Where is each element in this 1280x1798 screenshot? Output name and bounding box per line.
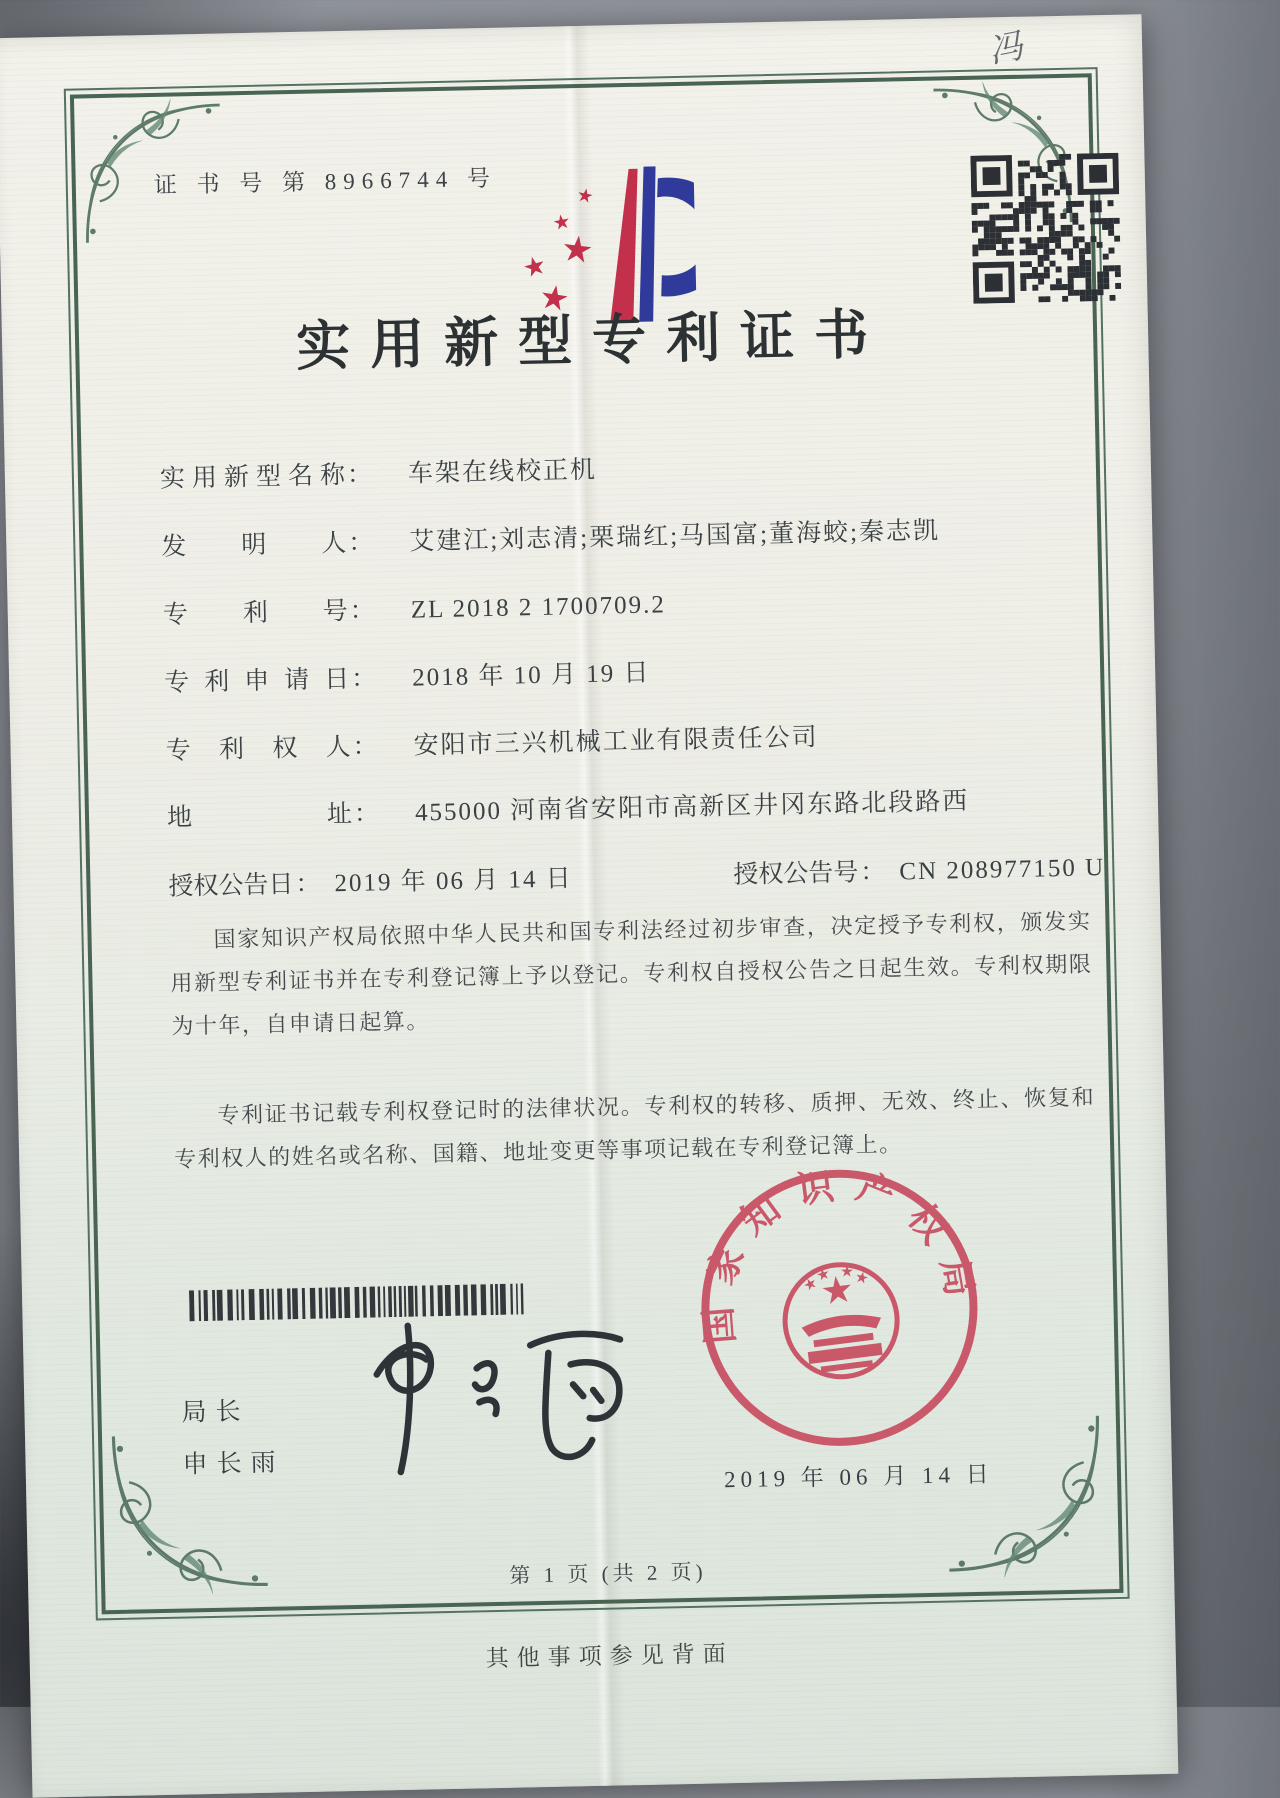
page-number: 第 1 页 (共 2 页)	[509, 1559, 707, 1588]
certificate-title: 实用新型专利证书	[295, 304, 889, 377]
grant-no-value: CN 208977150 U	[899, 854, 1106, 886]
grant-date-value: 2019 年 06 月 14 日	[334, 865, 574, 898]
certificate-number: 证 书 号 第 8966744 号	[153, 165, 498, 198]
field-value: ZL 2018 2 1700709.2	[410, 591, 667, 624]
field-colon: ：	[860, 858, 886, 887]
body-paragraph-1: 国家知识产权局依照中华人民共和国专利法经过初步审查，决定授予专利权，颁发实用新型专利证书并在专利登记簿上予以登记。专利权自授权公告之日起生效。专利权期限为十年，自申请日起算。	[170, 908, 1093, 1039]
field-colon: ：	[352, 733, 378, 761]
national-emblem-icon	[779, 1258, 904, 1383]
director-title-label: 局长	[181, 1398, 250, 1427]
field-label: 地址	[166, 800, 353, 832]
qr-code	[970, 153, 1121, 304]
field-value: 车架在线校正机	[407, 456, 598, 488]
logo-stars-icon	[521, 187, 596, 312]
field-colon: ：	[350, 665, 377, 693]
field-label: 发明人	[161, 529, 347, 561]
field-value: 2018 年 10 月 19 日	[411, 659, 651, 692]
field-value: 455000 河南省安阳市高新区井冈东路北段路西	[414, 787, 970, 827]
handwritten-mark: 冯	[985, 26, 1027, 72]
seal-date: 2019 年 06 月 14 日	[723, 1461, 994, 1493]
field-label: 实用新型名称	[159, 461, 346, 493]
field-value: 艾建江;刘志清;栗瑞红;马国富;董海蛟;秦志凯	[409, 517, 941, 556]
logo-p-bowl	[657, 176, 697, 296]
field-label: 专利权人	[165, 733, 351, 765]
grant-date-label: 授权公告日	[168, 871, 294, 901]
certificate-paper	[0, 14, 1178, 1798]
seal-text: 国家知识产权局	[697, 1164, 983, 1346]
field-colon: ：	[348, 529, 374, 557]
body-paragraph-2: 专利证书记载专利权登记时的法律状况。专利权的转移、质押、无效、终止、恢复和专利权人的姓名或名称、国籍、地址变更等事项记载在专利登记簿上。	[173, 1084, 1096, 1172]
field-colon: ：	[353, 800, 380, 828]
field-label: 专利申请日	[163, 665, 350, 697]
field-colon: ：	[349, 597, 376, 625]
field-value: 安阳市三兴机械工业有限责任公司	[413, 724, 819, 760]
field-colon: ：	[295, 870, 321, 899]
field-label: 专利号	[162, 597, 349, 629]
director-signature	[337, 1307, 641, 1498]
field-colon: ：	[346, 461, 373, 489]
grant-no-label: 授权公告号	[733, 859, 859, 889]
director-name: 申长雨	[182, 1449, 285, 1479]
official-seal	[677, 1146, 1001, 1470]
back-side-note: 其他事项参见背面	[485, 1641, 734, 1672]
